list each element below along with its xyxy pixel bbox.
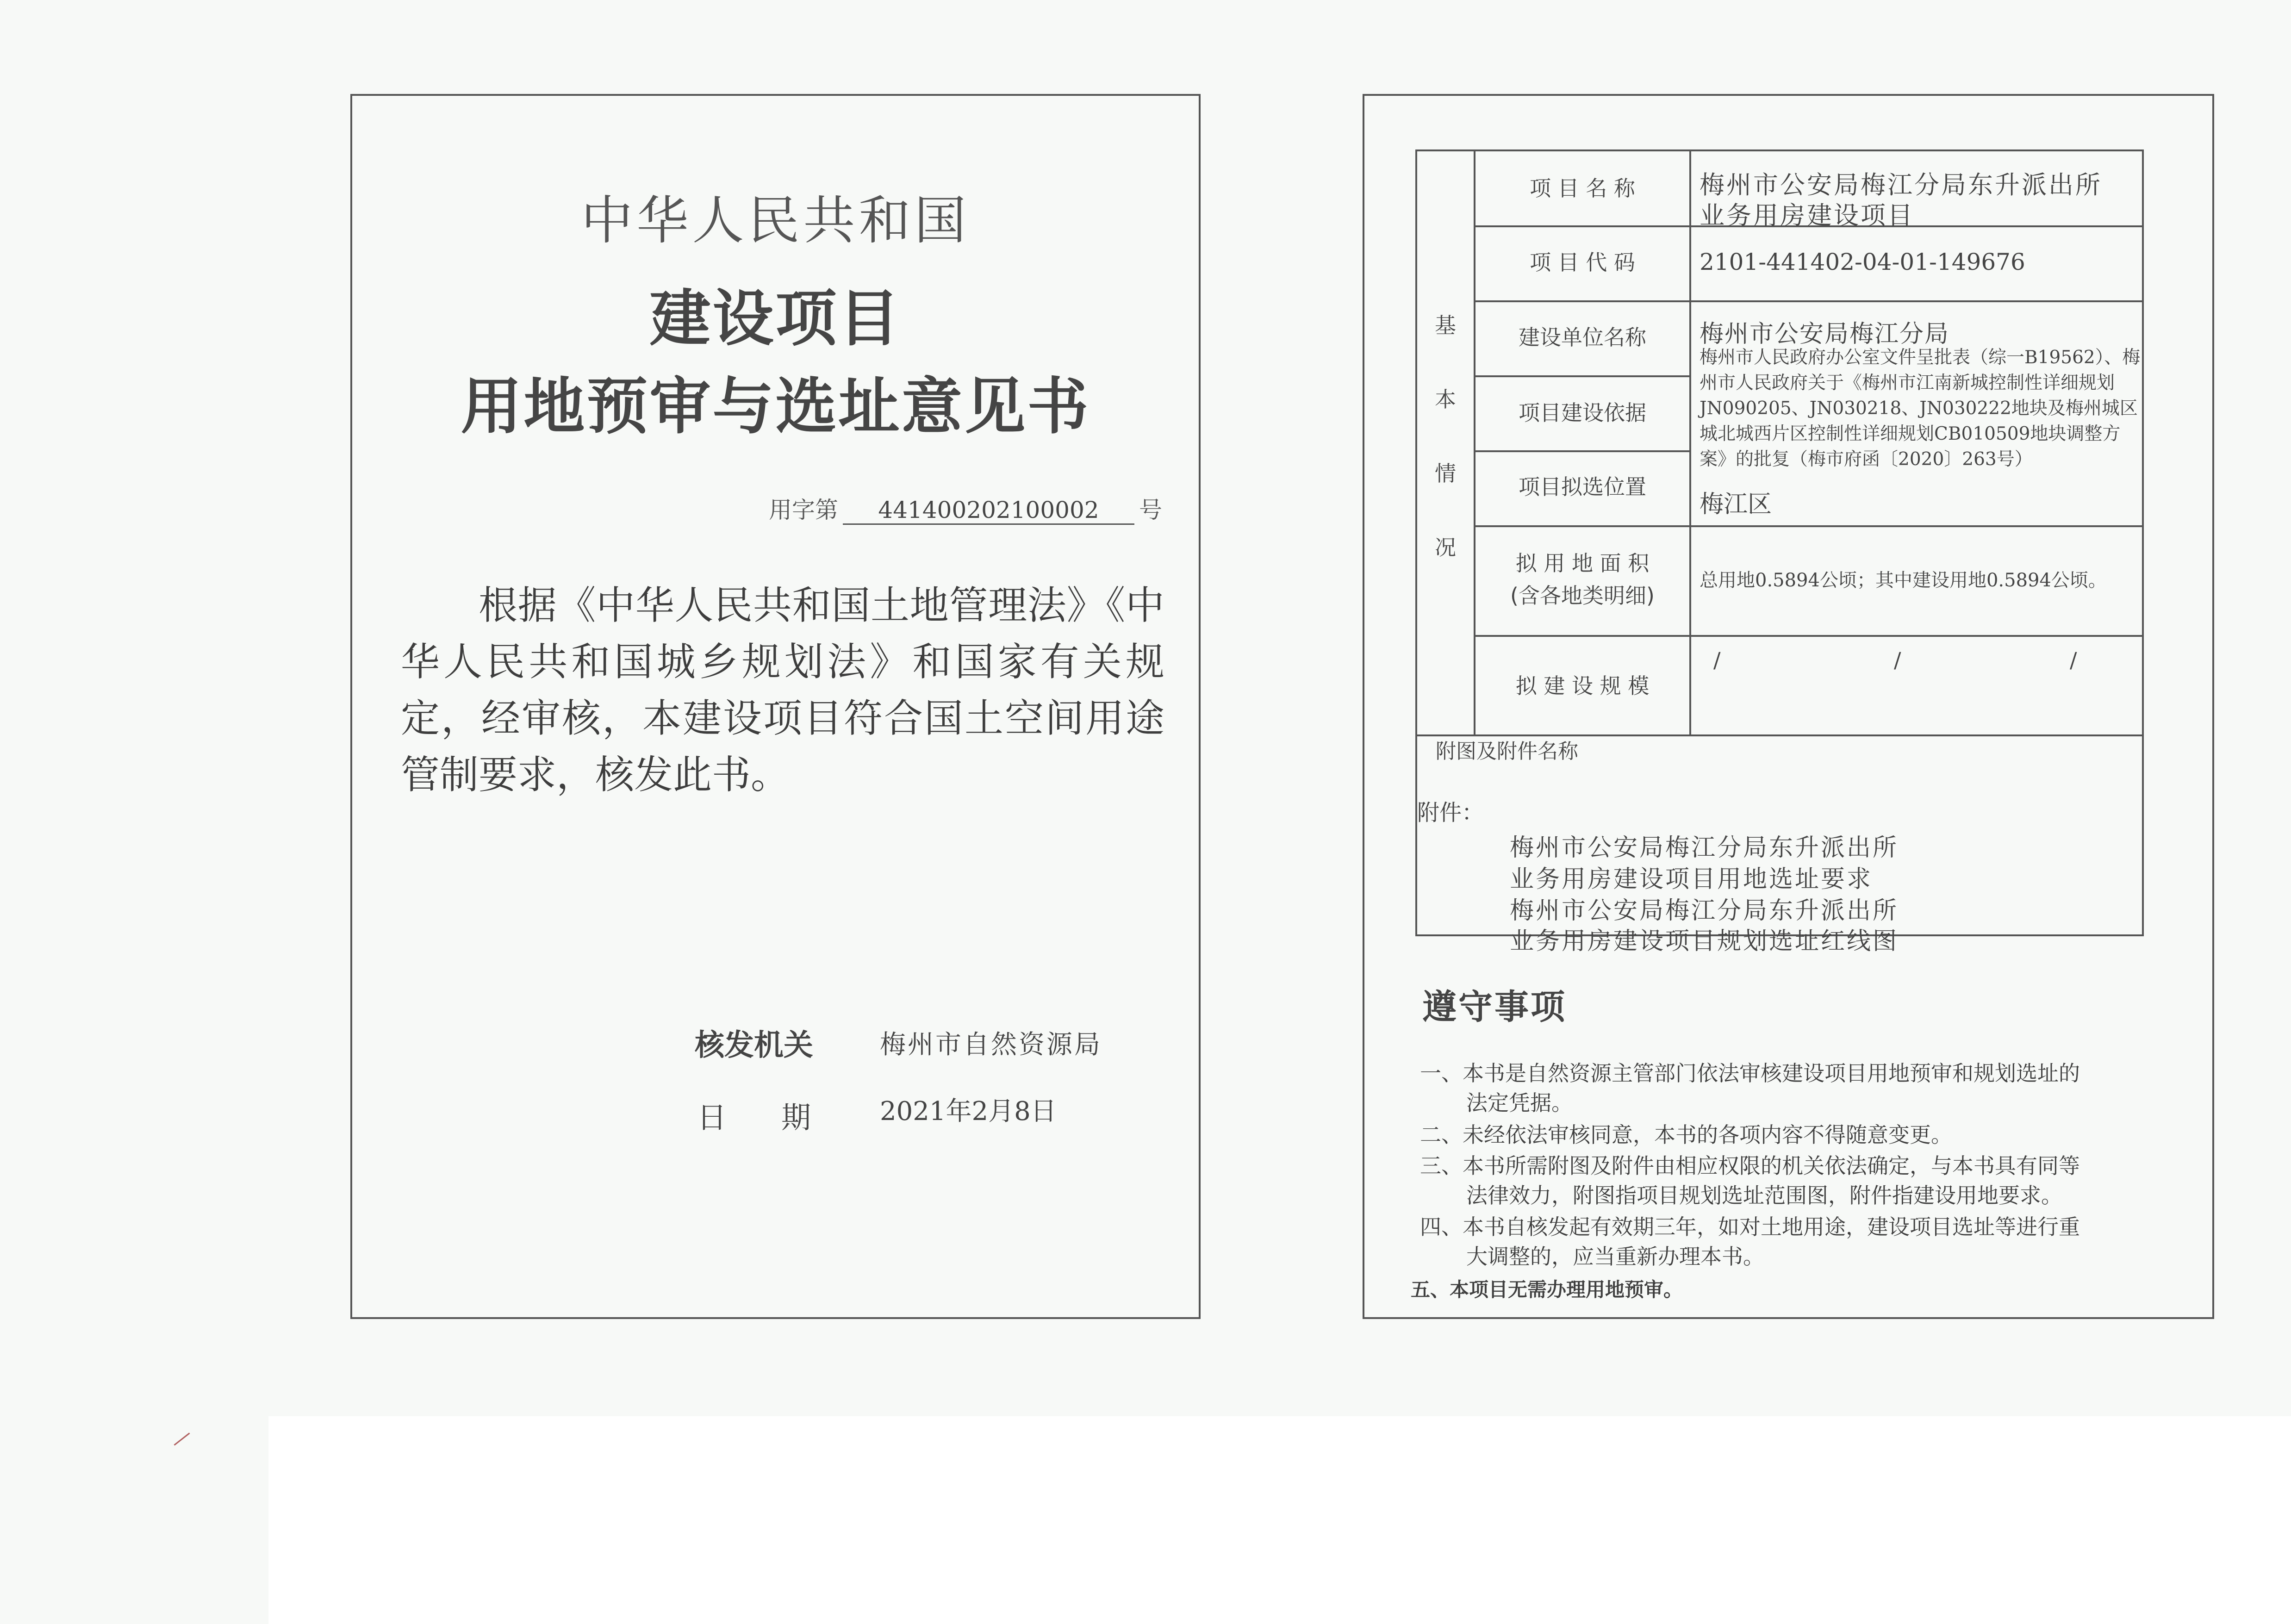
attachments-prefix: 附件： bbox=[1417, 800, 1484, 826]
proposed-location-label: 项目拟选位置 bbox=[1519, 474, 1646, 499]
note-text-cont: 法律效力，附图指项目规划选址范围图，附件指建设用地要求。 bbox=[1466, 1183, 2062, 1208]
certificate-cover-page bbox=[350, 94, 1201, 1319]
scale-mark: / bbox=[1894, 647, 1901, 672]
side-label-char: 况 bbox=[1435, 535, 1456, 560]
note-text: 五、本项目无需办理用地预审。 bbox=[1411, 1278, 1683, 1301]
issuer-value: 梅州市自然资源局 bbox=[880, 1030, 1102, 1060]
table-divider bbox=[1474, 300, 2144, 302]
document-number bbox=[769, 492, 1162, 525]
compliance-note bbox=[1420, 1120, 2151, 1150]
document-number-prefix: 用字第 bbox=[769, 497, 838, 523]
table-divider bbox=[1689, 151, 1691, 736]
table-divider bbox=[1474, 635, 2144, 637]
document-number-suffix: 号 bbox=[1139, 497, 1162, 523]
page-background bbox=[268, 1416, 2291, 1624]
land-area-label bbox=[1475, 547, 1689, 612]
document-title-line1: 建设项目 bbox=[649, 283, 902, 355]
document-number-value: 441400202100002 bbox=[843, 497, 1134, 525]
side-label-char: 基 bbox=[1435, 313, 1456, 338]
table-divider bbox=[1474, 525, 2144, 527]
construction-unit-value: 梅州市公安局梅江分局 bbox=[1700, 320, 1950, 348]
document-title-line2: 用地预审与选址意见书 bbox=[461, 371, 1090, 442]
certificate-body-text: 根据《中华人民共和国土地管理法》《中华人民共和国城乡规划法》和国家有关规定，经审核，本建设项目符合国土空间用途管制要求，核发此书。 bbox=[401, 583, 1164, 797]
project-code-value: 2101-441402-04-01-149676 bbox=[1700, 249, 2025, 275]
basic-info-table bbox=[1415, 149, 2144, 955]
table-divider bbox=[1474, 151, 1475, 736]
table-divider bbox=[1474, 450, 1689, 452]
certificate-details-page bbox=[1363, 94, 2214, 1319]
proposed-location-value: 梅江区 bbox=[1700, 491, 1772, 518]
table-divider bbox=[1474, 375, 1689, 377]
attachments-heading: 附图及附件名称 bbox=[1436, 740, 1578, 763]
project-name-line: 业务用房建设项目 bbox=[1700, 201, 1914, 230]
scale-mark: / bbox=[1713, 647, 1721, 672]
date-value: 2021年2月8日 bbox=[880, 1096, 1057, 1126]
compliance-note bbox=[1411, 1275, 2142, 1305]
project-name-line: 梅州市公安局梅江分局东升派出所 bbox=[1700, 170, 2102, 199]
construction-unit-label: 建设单位名称 bbox=[1519, 325, 1646, 350]
construction-basis-label: 项目建设依据 bbox=[1519, 400, 1646, 425]
scale-mark: / bbox=[2070, 647, 2077, 672]
project-name-value bbox=[1700, 170, 2139, 231]
compliance-note bbox=[1420, 1151, 2151, 1210]
attachment-item: 梅州市公安局梅江分局东升派出所 bbox=[1510, 834, 1899, 862]
note-text: 一、本书是自然资源主管部门依法审核建设项目用地预审和规划选址的 bbox=[1420, 1061, 2080, 1086]
note-text: 二、未经依法审核同意，本书的各项内容不得随意变更。 bbox=[1420, 1122, 1952, 1147]
compliance-note bbox=[1420, 1212, 2151, 1271]
land-area-label-line: (含各地类明细) bbox=[1510, 583, 1655, 608]
land-area-label-line: 拟 用 地 面 积 bbox=[1515, 551, 1650, 576]
side-label-char: 本 bbox=[1435, 387, 1456, 412]
attachment-item: 梅州市公安局梅江分局东升派出所 bbox=[1510, 897, 1899, 925]
issuer-label: 核发机关 bbox=[695, 1028, 813, 1063]
side-label-char: 情 bbox=[1435, 461, 1456, 486]
note-text: 四、本书自核发起有效期三年，如对土地用途，建设项目选址等进行重 bbox=[1420, 1214, 2080, 1239]
pen-mark bbox=[174, 1432, 190, 1445]
compliance-notes-title: 遵守事项 bbox=[1422, 987, 1567, 1027]
note-text-cont: 大调整的，应当重新办理本书。 bbox=[1466, 1244, 1764, 1269]
land-area-value: 总用地0.5894公顷；其中建设用地0.5894公顷。 bbox=[1700, 570, 2107, 591]
note-text-cont: 法定凭据。 bbox=[1466, 1090, 1573, 1115]
compliance-note bbox=[1420, 1058, 2151, 1118]
project-name-label: 项 目 名 称 bbox=[1530, 176, 1635, 201]
date-label: 日期 bbox=[697, 1101, 865, 1135]
country-name: 中华人民共和国 bbox=[581, 191, 970, 251]
attachment-item: 业务用房建设项目规划选址红线图 bbox=[1510, 927, 1899, 955]
note-text: 三、本书所需附图及附件由相应权限的机关依法确定，与本书具有同等 bbox=[1420, 1153, 2080, 1178]
construction-basis-value: 梅州市人民政府办公室文件呈批表（综一B19562）、梅州市人民政府关于《梅州市江南新城控制性详细规划JN090205、JN030218、JN030222地块及梅州城区城北城西片区控制性详细规划CB010509地块调整方案》的批复（梅市府函〔2020〕263号） bbox=[1700, 347, 2141, 470]
construction-scale-label: 拟 建 设 规 模 bbox=[1515, 673, 1650, 698]
project-code-label: 项 目 代 码 bbox=[1530, 250, 1635, 275]
attachment-item: 业务用房建设项目用地选址要求 bbox=[1510, 865, 1873, 893]
